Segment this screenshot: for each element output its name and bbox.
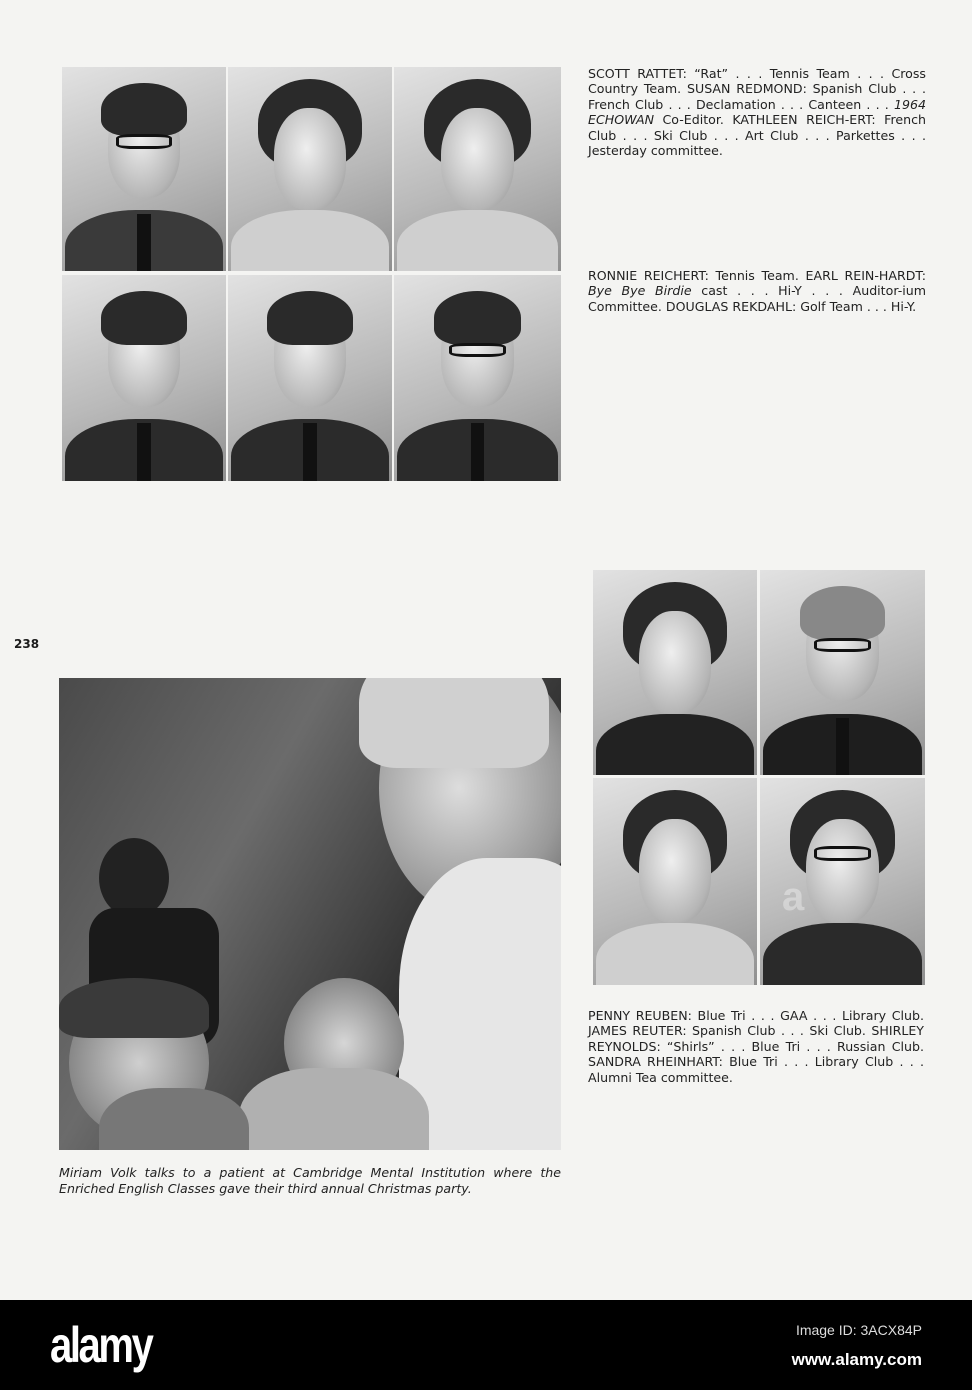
bio-italic-text: 1964 ECHOWAN: [588, 96, 926, 128]
bio-text: Co-Editor. KATHLEEN REICH-ERT: French Club . . . Ski Club . . . Art Club . . . Parkettes . . . Jesterday committee.: [588, 112, 926, 159]
bio-text: cast . . . Hi-Y . . . Auditor-ium Committee. DOUGLAS REKDAHL: Golf Team . . . Hi-Y.: [588, 283, 926, 314]
watermark-footer: [0, 1300, 972, 1390]
photo-caption: Miriam Volk talks to a patient at Cambridge Mental Institution where the Enriched English Classes gave their third annual Christmas party.: [59, 1165, 561, 1196]
alamy-logo: alamy: [50, 1317, 152, 1373]
portrait-ronnie-reichert: [62, 275, 226, 481]
bio-block-1: [588, 66, 926, 158]
portrait-kathleen-reichert: [394, 67, 561, 271]
bio-text: SCOTT RATTET: “Rat” . . . Tennis Team . . . Cross Country Team. SUSAN REDMOND: Spanish Club . . . French Club . . . Declamation . . . Canteen . . .: [588, 66, 926, 112]
bio-text: RONNIE REICHERT: Tennis Team. EARL REIN-HARDT:: [588, 268, 926, 283]
portrait-james-reuter: [760, 570, 925, 775]
watermark-overlay: a: [782, 875, 805, 919]
portrait-penny-reuben: [593, 570, 757, 775]
portrait-scott-rattet: [62, 67, 226, 271]
page-number: 238: [14, 637, 40, 651]
portrait-susan-redmond: [228, 67, 392, 271]
watermark-url: www.alamy.com: [791, 1350, 922, 1369]
portrait-douglas-rekdahl: [394, 275, 561, 481]
portrait-earl-reinhardt: [228, 275, 392, 481]
group-photo-christmas-party: [59, 678, 561, 1150]
bio-italic-text: Bye Bye Birdie: [588, 283, 692, 299]
bio-block-3: PENNY REUBEN: Blue Tri . . . GAA . . . Library Club. JAMES REUTER: Spanish Club . . . Ski Club. SHIRLEY REYNOLDS: “Shirls” . . . Blue Tri . . . Russian Club. SANDRA RHEINHART: Blue Tri . . . Library Club . . . Alumni Tea committee.: [588, 1008, 924, 1085]
portrait-shirley-reynolds: [593, 778, 757, 985]
image-id: Image ID: 3ACX84P: [795, 1322, 922, 1338]
bio-block-2: [588, 268, 926, 314]
